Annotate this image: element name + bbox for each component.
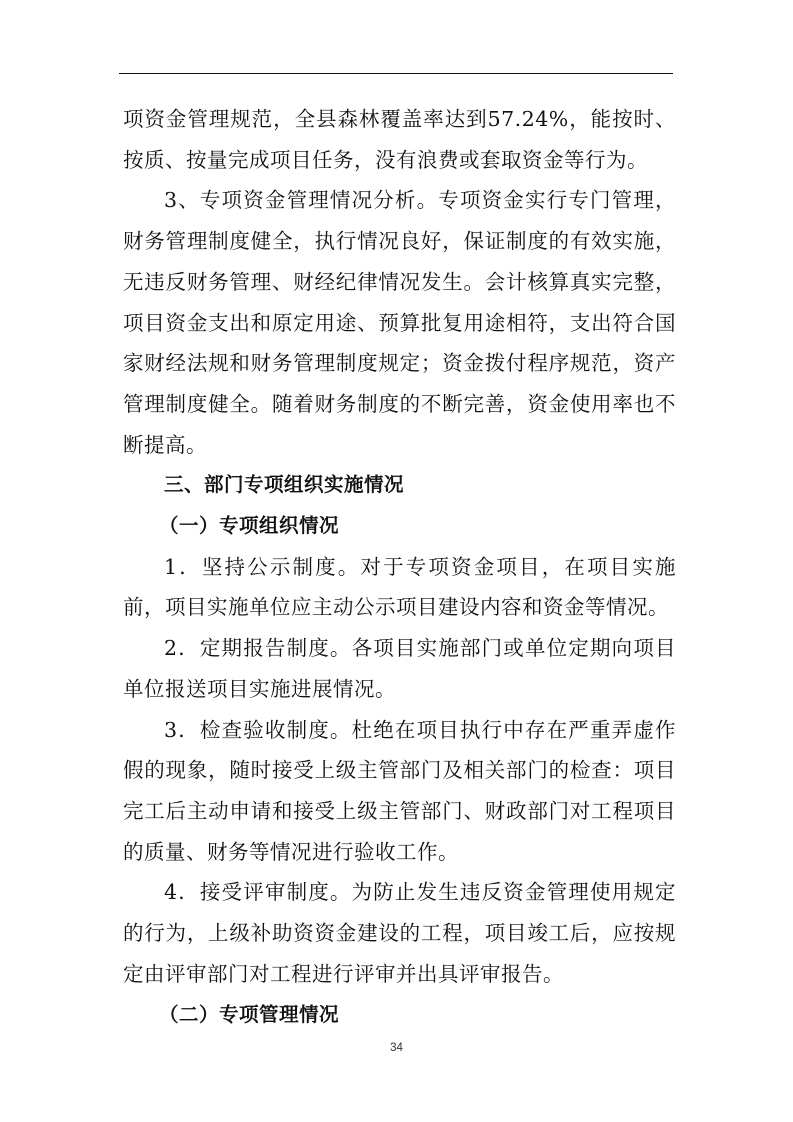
subsection-heading-organization: （一）专项组织情况 <box>159 514 340 538</box>
page-number: 34 <box>390 1042 403 1054</box>
section-heading: 三、部门专项组织实施情况 <box>164 473 405 497</box>
paragraph-forest-coverage: 项资金管理规范，全县森林覆盖率达到57.24%，能按时、按质、按量完成项目任务，没有浪费或套取资金等行为。 <box>123 107 676 172</box>
paragraph-review-system: 4．接受评审制度。为防止发生违反资金管理使用规定的行为，上级补助资资金建设的工程，项目竣工后，应按规定由评审部门对工程进行评审并出具评审报告。 <box>123 880 676 986</box>
header-rule <box>119 73 673 74</box>
subsection-heading-management: （二）专项管理情况 <box>159 1003 340 1027</box>
page-body <box>123 99 676 1036</box>
paragraph-fund-analysis: 3、专项资金管理情况分析。专项资金实行专门管理，财务管理制度健全，执行情况良好，保证制度的有效实施，无违反财务管理、财经纪律情况发生。会计核算真实完整，项目资金支出和原定用途、预算批复用途相符，支出符合国家财经法规和财务管理制度规定；资金拨付程序规范，资产管理制度健全。随着财务制度的不断完善，资金使用率也不断提高。 <box>123 188 676 457</box>
paragraph-publicity-system: 1．坚持公示制度。对于专项资金项目，在项目实施前，项目实施单位应主动公示项目建设内容和资金等情况。 <box>123 554 676 620</box>
paragraph-reporting-system: 2．定期报告制度。各项目实施部门或单位定期向项目单位报送项目实施进展情况。 <box>123 636 676 701</box>
paragraph-inspection-system: 3．检查验收制度。杜绝在项目执行中存在严重弄虚作假的现象，随时接受上级主管部门及相关部门的检查：项目完工后主动申请和接受上级主管部门、财政部门对工程项目的质量、财务等情况进行验收工作。 <box>123 717 676 864</box>
